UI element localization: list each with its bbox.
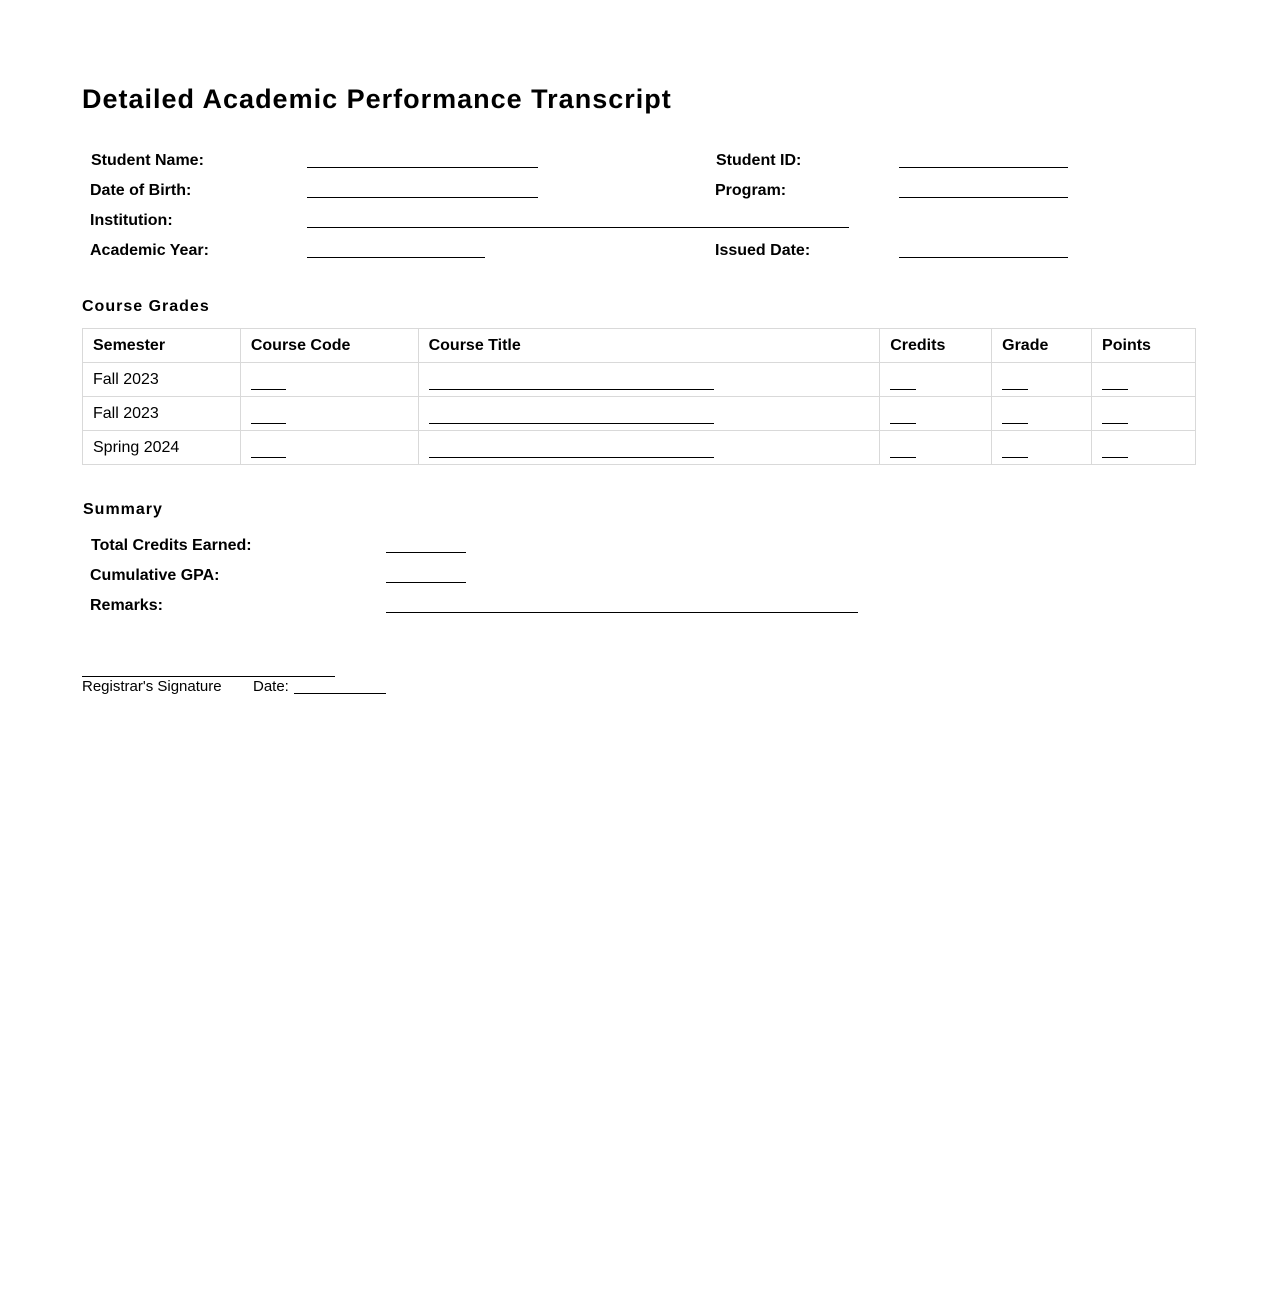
remarks-field[interactable] (386, 612, 858, 613)
column-header-course-title: Course Title (418, 329, 880, 363)
document-title: Detailed Academic Performance Transcript (82, 84, 672, 114)
cumulative-gpa-label: Cumulative GPA: (90, 567, 220, 584)
credits-blank[interactable] (890, 377, 916, 390)
date-of-birth-field[interactable] (307, 197, 538, 198)
academic-year-label: Academic Year: (90, 242, 209, 259)
credits-blank[interactable] (890, 411, 916, 424)
points-blank[interactable] (1102, 411, 1128, 424)
registrar-signature-label: Registrar's Signature (82, 678, 222, 695)
date-of-birth-label: Date of Birth: (90, 182, 192, 199)
grade-blank[interactable] (1002, 411, 1028, 424)
registrar-signature-line[interactable] (82, 676, 335, 677)
table-row (83, 397, 1196, 431)
course-title-cell[interactable] (418, 363, 880, 397)
table-row (83, 431, 1196, 465)
signature-date-label: Date: (253, 678, 289, 695)
total-credits-field[interactable] (386, 552, 466, 553)
course-code-blank[interactable] (251, 445, 286, 458)
column-header-grade: Grade (992, 329, 1092, 363)
grade-blank[interactable] (1002, 445, 1028, 458)
grade-cell[interactable] (992, 431, 1092, 465)
semester-cell: Spring 2024 (83, 431, 241, 465)
student-id-field[interactable] (899, 167, 1068, 168)
summary-heading: Summary (83, 501, 163, 518)
column-header-semester: Semester (83, 329, 241, 363)
course-code-blank[interactable] (251, 411, 286, 424)
grade-cell[interactable] (992, 397, 1092, 431)
course-grades-heading: Course Grades (82, 298, 210, 315)
points-cell[interactable] (1092, 363, 1196, 397)
student-name-label: Student Name: (91, 152, 204, 169)
total-credits-label: Total Credits Earned: (91, 537, 252, 554)
course-title-blank[interactable] (429, 377, 714, 390)
points-cell[interactable] (1092, 431, 1196, 465)
student-id-label: Student ID: (716, 152, 802, 169)
issued-date-field[interactable] (899, 257, 1068, 258)
course-code-cell[interactable] (240, 363, 418, 397)
academic-year-field[interactable] (307, 257, 485, 258)
points-blank[interactable] (1102, 377, 1128, 390)
remarks-label: Remarks: (90, 597, 163, 614)
signature-date-field[interactable] (294, 693, 386, 694)
grade-blank[interactable] (1002, 377, 1028, 390)
semester-cell: Fall 2023 (83, 363, 241, 397)
column-header-credits: Credits (880, 329, 992, 363)
semester-cell: Fall 2023 (83, 397, 241, 431)
student-name-field[interactable] (307, 167, 538, 168)
column-header-course-code: Course Code (240, 329, 418, 363)
credits-cell[interactable] (880, 431, 992, 465)
table-row (83, 363, 1196, 397)
issued-date-label: Issued Date: (715, 242, 811, 259)
credits-blank[interactable] (890, 445, 916, 458)
program-label: Program: (715, 182, 787, 199)
cumulative-gpa-field[interactable] (386, 582, 466, 583)
course-title-cell[interactable] (418, 431, 880, 465)
credits-cell[interactable] (880, 363, 992, 397)
table-header-row (83, 329, 1196, 363)
credits-cell[interactable] (880, 397, 992, 431)
points-cell[interactable] (1092, 397, 1196, 431)
program-field[interactable] (899, 197, 1068, 198)
course-grades-table (82, 328, 1196, 465)
course-title-blank[interactable] (429, 445, 714, 458)
points-blank[interactable] (1102, 445, 1128, 458)
course-code-blank[interactable] (251, 377, 286, 390)
course-code-cell[interactable] (240, 397, 418, 431)
institution-label: Institution: (90, 212, 173, 229)
grade-cell[interactable] (992, 363, 1092, 397)
course-title-cell[interactable] (418, 397, 880, 431)
course-title-blank[interactable] (429, 411, 714, 424)
institution-field[interactable] (307, 227, 849, 228)
course-code-cell[interactable] (240, 431, 418, 465)
column-header-points: Points (1092, 329, 1196, 363)
